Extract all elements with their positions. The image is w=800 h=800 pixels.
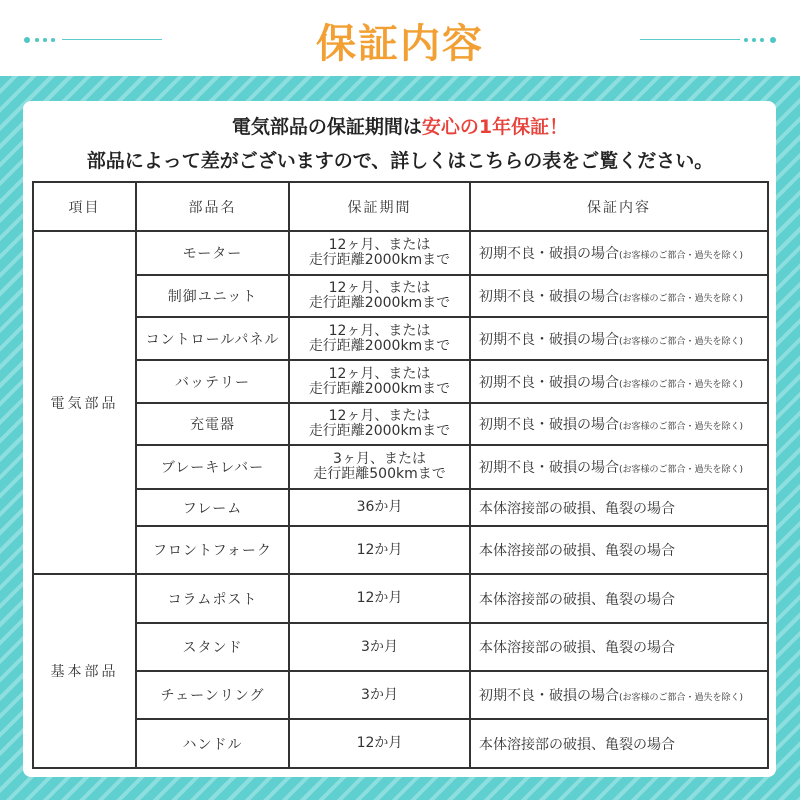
period-line: 走行距離2000kmまで — [308, 423, 451, 439]
part-name: スタンド — [136, 623, 289, 671]
intro-line-1 — [0, 112, 800, 139]
warranty-period — [289, 623, 470, 671]
right-decoration — [640, 38, 780, 42]
warranty-period — [289, 403, 470, 445]
warranty-content — [470, 403, 768, 445]
header-part-name: 部品名 — [136, 182, 289, 231]
content-text: 本体溶接部の破損、亀裂の場合 — [479, 736, 675, 753]
table-row — [33, 403, 768, 445]
part-name: ハンドル — [136, 719, 289, 768]
warranty-period — [289, 317, 470, 360]
content-text: 初期不良・破損の場合 — [479, 246, 619, 262]
part-name: バッテリー — [136, 360, 289, 403]
header — [0, 0, 800, 76]
period-line: 12ヶ月、または — [328, 280, 431, 296]
period-line: 走行距離2000kmまで — [308, 252, 451, 268]
warranty-period — [289, 231, 470, 275]
content-text: 初期不良・破損の場合 — [479, 460, 619, 476]
content-note: (お客様のご都合・過失を除く) — [619, 465, 744, 475]
part-name: ブレーキレバー — [136, 445, 289, 489]
right-deco-dot — [770, 37, 776, 43]
part-name: 制御ユニット — [136, 275, 289, 317]
period-line: 12か月 — [356, 541, 403, 558]
category-electrical: 電気部品 — [33, 231, 136, 574]
content-text: 本体溶接部の破損、亀裂の場合 — [479, 543, 675, 559]
table-row — [33, 360, 768, 403]
content-text: 初期不良・破損の場合 — [479, 688, 619, 704]
table-row — [33, 489, 768, 526]
category-basic: 基本部品 — [33, 574, 136, 768]
content-text: 本体溶接部の破損、亀裂の場合 — [479, 640, 675, 656]
intro-highlight: 安心の1年保証！ — [421, 116, 569, 138]
table-row — [33, 671, 768, 719]
header-period: 保証期間 — [289, 182, 470, 231]
warranty-content — [470, 526, 768, 574]
warranty-period — [289, 275, 470, 317]
table-row — [33, 623, 768, 671]
part-name: フレーム — [136, 489, 289, 526]
period-line: 走行距離2000kmまで — [308, 337, 451, 354]
period-line: 36か月 — [356, 499, 403, 515]
warranty-period — [289, 574, 470, 623]
period-line: 12ヶ月、または — [328, 365, 431, 382]
table-row — [33, 526, 768, 574]
part-name: コラムポスト — [136, 574, 289, 623]
content-text: 初期不良・破損の場合 — [479, 374, 619, 391]
table-row — [33, 317, 768, 360]
warranty-content — [470, 623, 768, 671]
header-item: 項目 — [33, 182, 136, 231]
intro-prefix: 電気部品の保証期間は — [231, 116, 422, 138]
right-deco-dot — [752, 38, 756, 42]
warranty-content — [470, 275, 768, 317]
period-line: 走行距離2000kmまで — [308, 380, 451, 397]
content-note: (お客様のご都合・過失を除く) — [619, 422, 744, 432]
table-row — [33, 231, 768, 275]
warranty-table — [32, 181, 769, 769]
part-name: チェーンリング — [136, 671, 289, 719]
header-content: 保証内容 — [470, 182, 768, 231]
period-line: 12か月 — [356, 735, 403, 751]
content-text: 初期不良・破損の場合 — [479, 289, 619, 305]
warranty-content — [470, 719, 768, 768]
period-line: 12ヶ月、または — [328, 408, 431, 424]
period-line: 走行距離2000kmまで — [308, 295, 451, 311]
warranty-content — [470, 574, 768, 623]
content-note: (お客様のご都合・過失を除く) — [619, 251, 744, 261]
part-name: 充電器 — [136, 403, 289, 445]
warranty-period — [289, 489, 470, 526]
period-line: 3ヶ月、または — [333, 451, 426, 467]
period-line: 12ヶ月、または — [328, 237, 431, 253]
intro-line-2: 部品によって差がございますので、詳しくはこちらの表をご覧ください。 — [86, 150, 714, 172]
warranty-period — [289, 671, 470, 719]
table-row — [33, 275, 768, 317]
warranty-content — [470, 360, 768, 403]
warranty-content — [470, 231, 768, 275]
table-row — [33, 445, 768, 489]
period-line: 3か月 — [361, 638, 398, 655]
content-text: 初期不良・破損の場合 — [479, 417, 619, 433]
warranty-period — [289, 360, 470, 403]
warranty-content — [470, 445, 768, 489]
page-title: 保証内容 — [316, 21, 484, 67]
warranty-period — [289, 445, 470, 489]
warranty-content — [470, 671, 768, 719]
period-line: 12か月 — [356, 590, 403, 606]
period-line: 12ヶ月、または — [328, 322, 431, 339]
part-name: モーター — [136, 231, 289, 275]
content-note: (お客様のご都合・過失を除く) — [619, 379, 744, 390]
table-row — [33, 574, 768, 623]
table-header-row — [33, 182, 768, 231]
content-text: 本体溶接部の破損、亀裂の場合 — [479, 591, 675, 608]
content-text: 初期不良・破損の場合 — [479, 331, 619, 348]
content-note: (お客様のご都合・過失を除く) — [619, 294, 744, 304]
content-text: 本体溶接部の破損、亀裂の場合 — [479, 500, 675, 517]
warranty-period — [289, 526, 470, 574]
warranty-content — [470, 317, 768, 360]
content-note: (お客様のご都合・過失を除く) — [619, 693, 744, 703]
part-name: フロントフォーク — [136, 526, 289, 574]
right-deco-dot — [760, 38, 764, 42]
warranty-content — [470, 489, 768, 526]
right-deco-dot — [744, 38, 748, 42]
warranty-period — [289, 719, 470, 768]
content-note: (お客様のご都合・過失を除く) — [619, 336, 744, 347]
part-name: コントロールパネル — [136, 317, 289, 360]
period-line: 3か月 — [361, 686, 398, 703]
table-row — [33, 719, 768, 768]
right-deco-line — [640, 39, 740, 40]
period-line: 走行距離500kmまで — [313, 466, 446, 482]
